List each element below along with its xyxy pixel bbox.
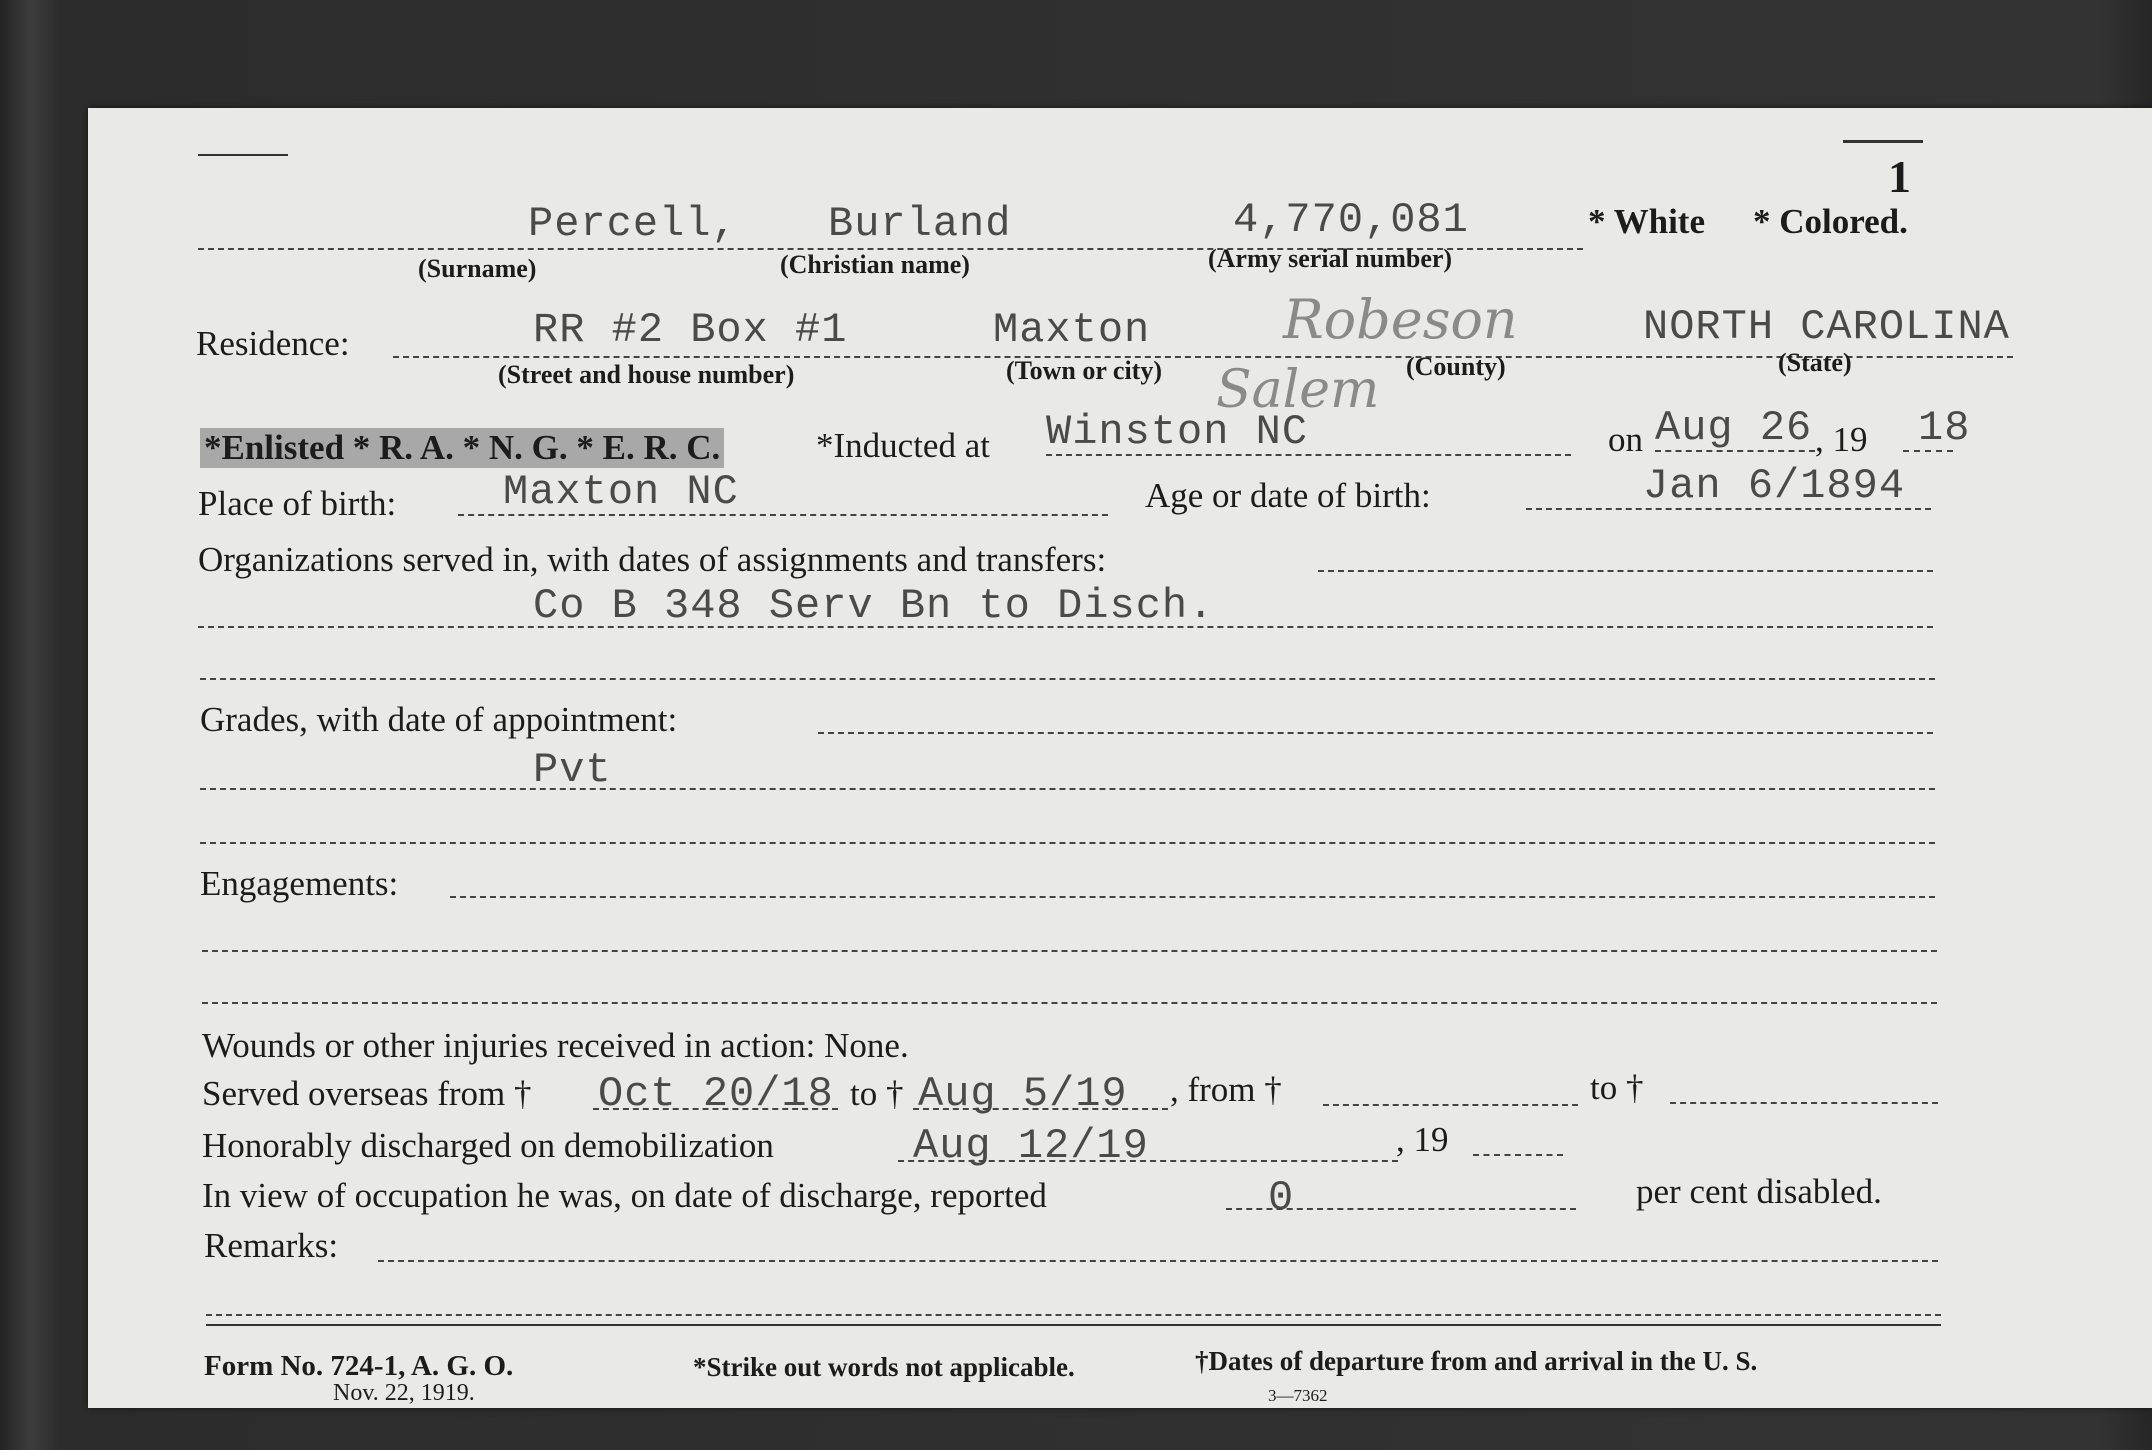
town-caption: (Town or city) [1006, 356, 1162, 385]
grades-line-3 [200, 842, 1935, 844]
place-of-birth-line [458, 514, 1108, 516]
grades-value: Pvt [533, 746, 612, 794]
engagements-line-2 [202, 950, 1937, 952]
serial-number-value: 4,770,081 [1233, 196, 1469, 244]
date-of-birth-line [1526, 508, 1931, 510]
inducted-place-line [1046, 454, 1571, 456]
top-right-rule [1843, 140, 1923, 143]
disability-line [1226, 1208, 1576, 1210]
top-left-rule [198, 154, 288, 156]
inducted-place-addition: Salem [1216, 360, 1380, 420]
inducted-place-value: Winston NC [1046, 408, 1309, 456]
place-of-birth-value: Maxton NC [503, 468, 739, 516]
serial-number-caption: (Army serial number) [1208, 244, 1453, 273]
surname-caption: (Surname) [418, 254, 537, 283]
overseas-label: Served overseas from † [202, 1074, 532, 1113]
place-of-birth-label: Place of birth: [198, 484, 397, 523]
engagements-line-3 [202, 1002, 1937, 1004]
inducted-at-label: *Inducted at [816, 426, 990, 465]
form-number: Form No. 724-1, A. G. O. [204, 1350, 514, 1382]
overseas-from-line [593, 1108, 838, 1110]
residence-street-value: RR #2 Box #1 [533, 306, 848, 354]
organizations-line-1 [1318, 570, 1933, 572]
overseas-to-label: to † [850, 1074, 904, 1113]
inducted-date-line [1655, 450, 1815, 452]
overseas-to-line [913, 1108, 1168, 1110]
discharge-date-line [898, 1160, 1398, 1162]
inducted-date-value: Aug 26 [1655, 404, 1813, 452]
organizations-label: Organizations served in, with dates of assignments and transfers: [198, 540, 1107, 579]
footer-rule [206, 1324, 1941, 1326]
christian-name-caption: (Christian name) [780, 250, 970, 279]
inducted-year-line [1903, 450, 1953, 452]
remarks-line-1 [378, 1260, 1938, 1262]
race-colored-label: * Colored. [1753, 202, 1908, 241]
residence-row-line [393, 356, 2013, 358]
residence-state-value: NORTH CAROLINA [1643, 303, 2010, 351]
county-caption: (County) [1406, 352, 1506, 381]
discharge-label: Honorably discharged on demobilization [202, 1126, 774, 1165]
disability-value: 0 [1268, 1174, 1295, 1222]
organizations-value: Co B 348 Serv Bn to Disch. [533, 582, 1215, 630]
christian-name-value: Burland [828, 200, 1012, 248]
card-number: 1 [1888, 151, 1911, 202]
overseas-from-line-2 [1323, 1104, 1578, 1106]
inducted-year-value: 18 [1918, 404, 1971, 452]
race-white-label: * White [1588, 202, 1705, 241]
discharge-year-label: , 19 [1396, 1120, 1449, 1159]
overseas-to-value: Aug 5/19 [918, 1070, 1128, 1118]
grades-label: Grades, with date of appointment: [200, 700, 678, 739]
grades-line-1 [818, 732, 1933, 734]
street-caption: (Street and house number) [498, 360, 795, 389]
overseas-to-line-2 [1670, 1102, 1938, 1104]
discharge-year-line [1473, 1154, 1563, 1156]
date-of-birth-value: Jan 6/1894 [1643, 462, 1906, 510]
discharge-date-value: Aug 12/19 [913, 1122, 1149, 1170]
engagements-line-1 [450, 896, 1935, 898]
print-code: 3—7362 [1268, 1386, 1328, 1405]
engagements-label: Engagements: [200, 864, 399, 903]
state-caption: (State) [1778, 348, 1852, 377]
inducted-year-prefix: , 19 [1815, 420, 1868, 459]
surname-value: Percell, [528, 200, 738, 248]
date-of-birth-label: Age or date of birth: [1145, 476, 1431, 515]
overseas-to-label-2: to † [1590, 1068, 1644, 1107]
wounds-label: Wounds or other injuries received in action: None. [202, 1026, 909, 1065]
inducted-on-label: on [1608, 420, 1643, 459]
organizations-line-2 [198, 626, 1933, 628]
grades-line-2 [200, 788, 1935, 790]
organizations-line-3 [200, 678, 1935, 680]
form-date: Nov. 22, 1919. [333, 1380, 475, 1406]
strike-out-note: *Strike out words not applicable. [693, 1352, 1075, 1382]
dates-note: †Dates of departure from and arrival in the U. S. [1195, 1346, 1758, 1376]
remarks-label: Remarks: [204, 1226, 339, 1265]
disability-label: In view of occupation he was, on date of discharge, reported [202, 1176, 1047, 1215]
service-record-card [88, 108, 2152, 1408]
residence-town-value: Maxton [993, 306, 1151, 354]
remarks-line-2 [206, 1314, 1941, 1316]
enlisted-options: *Enlisted * R. A. * N. G. * E. R. C. [200, 428, 724, 468]
overseas-from-value: Oct 20/18 [598, 1070, 834, 1118]
overseas-from-label-2: , from † [1170, 1070, 1282, 1109]
residence-label: Residence: [196, 324, 350, 363]
residence-county-value: Robeson [1283, 288, 1518, 351]
disability-suffix: per cent disabled. [1636, 1172, 1882, 1211]
